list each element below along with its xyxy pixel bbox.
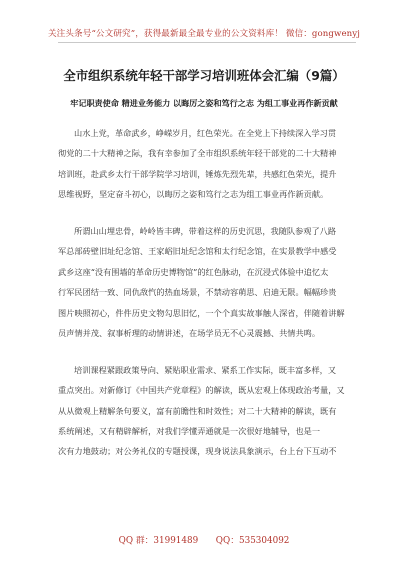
header-banner: 关注头条号“公文研究”，获得最新最全最专业的公文资料库！ 微信：gongwenyj — [47, 29, 361, 39]
paragraph-3 — [58, 360, 356, 462]
header-divider — [58, 42, 356, 43]
paragraph-2 — [58, 221, 356, 343]
paragraph-line: 系统阐述，又有精辟解析，对我们学懂弄通就是一次很好地辅导，也是一 — [58, 426, 321, 437]
paragraph-line: 重点突出。对新修订《中国共产党章程》的解读，既从宏观上体现政治考量，又 — [58, 385, 345, 396]
paragraph-line: 图片映照初心，件件历史文物勾思旧忆，一个个真实故事触人深省，伴随着讲解 — [58, 307, 345, 318]
paragraph-line: 培训班，赴武乡太行干部学院学习培训，锤炼先烈先辈，共感红色荣光，提升 — [58, 168, 337, 179]
paragraph-line: 所谓山山埋忠骨，岭岭皆丰碑，带着这样的历史沉思，我随队参观了八路 — [74, 226, 337, 237]
paragraph-line: 培训课程紧跟政策导向、紧贴职业需求、紧系工作实际，既丰富多样，又 — [74, 364, 337, 375]
paragraph-line: 军总部砖壁旧址纪念馆、王家峪旧址纪念馆和太行纪念馆，在实景教学中感受 — [58, 246, 337, 257]
paragraph-line: 次有力地鼓动；对公务礼仪的专题授课，现身说法具象演示，台上台下互动不 — [58, 446, 337, 457]
paragraph-line: 行军民团结一致、同仇敌忾的热血场景，不禁动容萌思、启迪无限。幅幅珍贵 — [58, 287, 337, 298]
paragraph-line: 员声情并茂、叙事析理的动情讲述，在场学员无不心灵震撼、共情共鸣。 — [58, 328, 321, 339]
document-title: 全市组织系统年轻干部学习培训班体会汇编（9篇） — [63, 68, 345, 83]
paragraph-line: 彻党的二十大精神之际，我有幸参加了全市组织系统年轻干部党的二十大精神 — [58, 148, 337, 159]
document-body — [58, 123, 356, 478]
paragraph-1 — [58, 123, 356, 205]
paragraph-line: 思维视野，坚定奋斗初心，以晦厉之姿和笃行之志为组工事业再作新贡献。 — [58, 189, 329, 200]
paragraph-line: 山水上党，革命武乡，峥嵘岁月，红色荣光。在全党上下持续深入学习贯 — [74, 128, 337, 138]
document-subtitle: 牢记职责使命 精进业务能力 以晦厉之姿和笃行之志 为组工事业再作新贡献 — [70, 98, 338, 108]
paragraph-line: 武乡这座“没有围墙的革命历史博物馆”的红色脉动，在沉浸式体验中追忆太 — [58, 266, 329, 277]
footer-contact: QQ 群：31991489 QQ：535304092 — [118, 536, 290, 546]
paragraph-line: 从从微观上精解条句要义，富有前瞻性和时效性；对二十大精神的解读，既有 — [58, 405, 337, 416]
